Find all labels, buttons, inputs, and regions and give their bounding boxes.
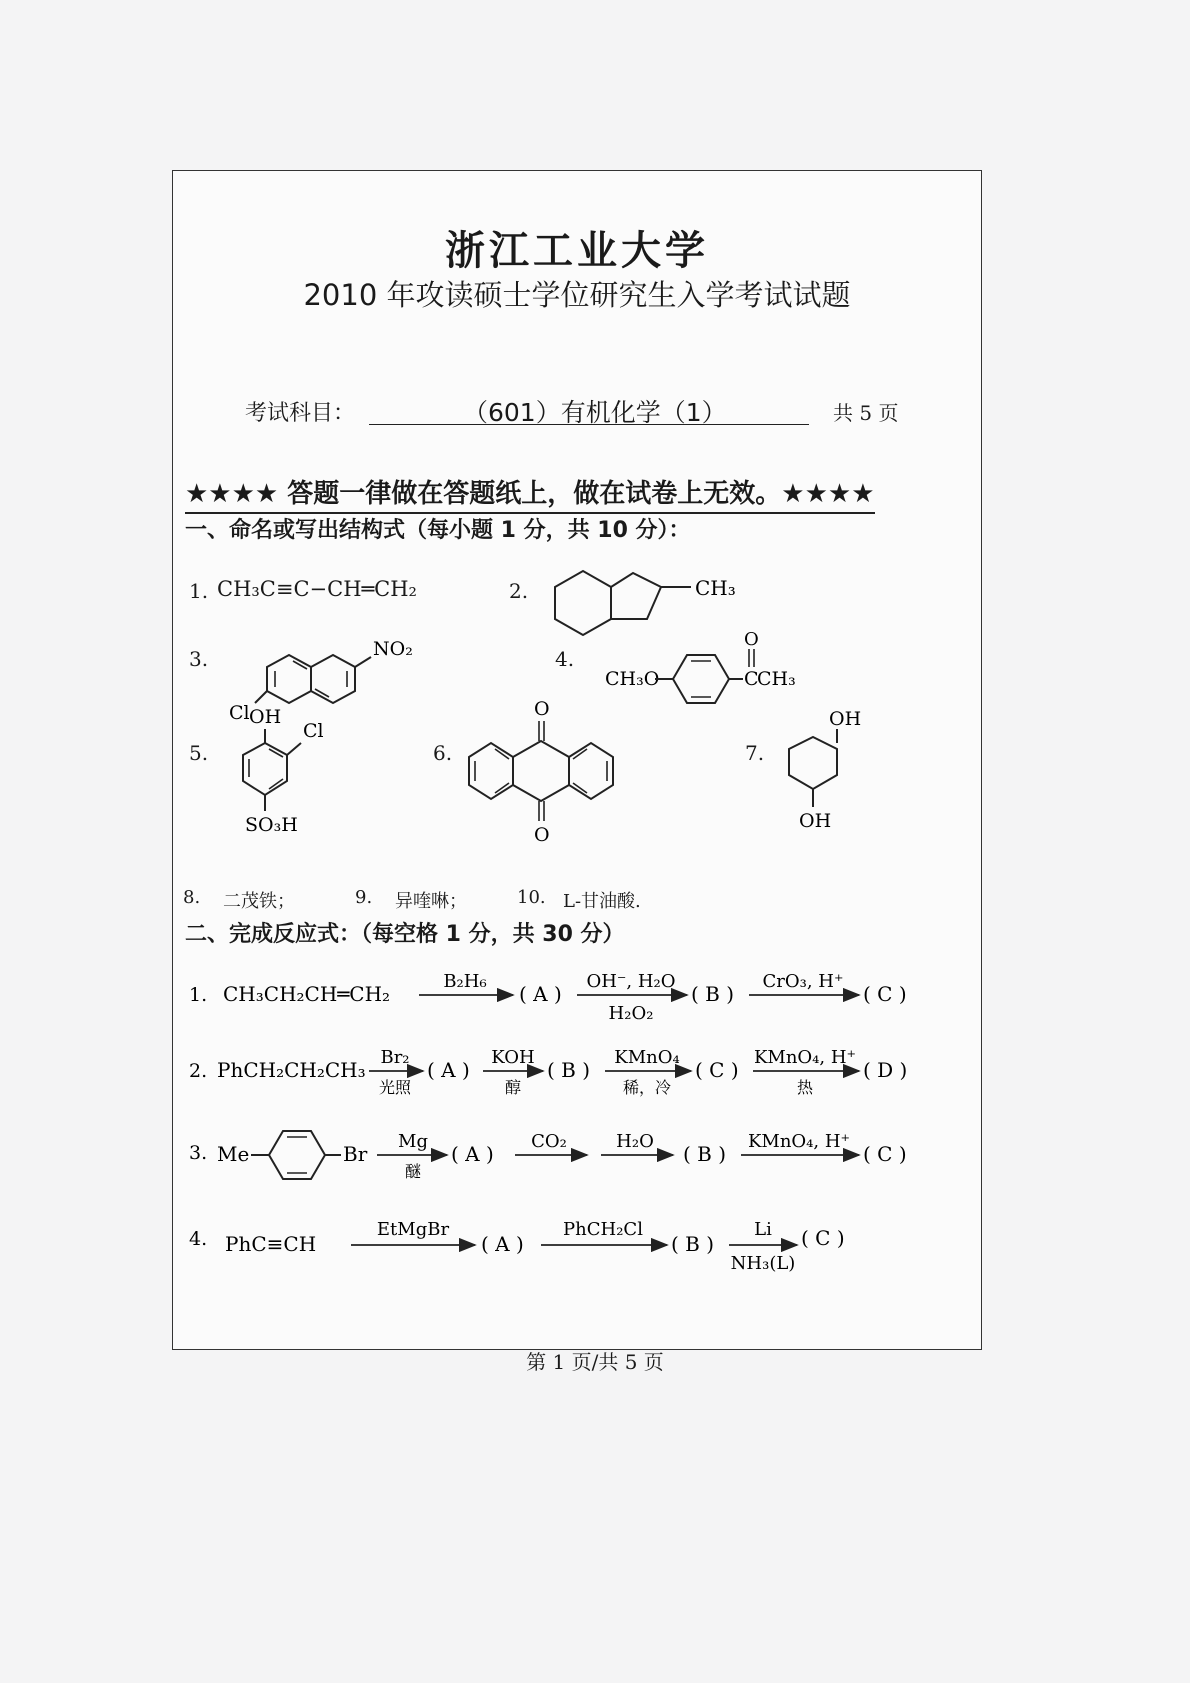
exam-sheet [172, 170, 982, 1350]
r1-reagent-1: B₂H₆ [443, 971, 487, 992]
r4-reagent-1: EtMgBr [376, 1219, 450, 1240]
reaction-1 [173, 961, 973, 1031]
section1-heading: 一、命名或写出结构式（每小题 1 分，共 10 分）： [185, 518, 691, 543]
r3-product-c: ( C ) [863, 1142, 907, 1166]
section2-heading: 二、完成反应式：（每空格 1 分，共 30 分） [185, 922, 625, 947]
r3-reagent-1-top: Mg [398, 1131, 428, 1152]
r3-reagent-4: KMnO₄, H⁺ [747, 1131, 851, 1152]
q10-number: 10. [517, 887, 546, 908]
q5-chloro: Cl [303, 720, 324, 742]
r3-reagent-3: H₂O [616, 1131, 654, 1152]
r4-reagent-3-top: Li [754, 1219, 772, 1240]
q6-oxygen-top: O [534, 698, 550, 720]
r4-number: 4. [189, 1228, 208, 1250]
r2-reagent-2-top: KOH [491, 1047, 535, 1068]
q5-number: 5. [189, 741, 209, 765]
q5-sulfonic: SO₃H [245, 814, 298, 836]
r2-number: 2. [189, 1060, 208, 1082]
subject-label: 考试科目： [245, 401, 356, 426]
r2-reagent-1-bottom: 光照 [378, 1078, 412, 1097]
university-title: 浙江工业大学 [445, 227, 709, 274]
q8-number: 8. [183, 887, 201, 908]
subject-value: （601）有机化学（1） [463, 398, 727, 427]
q7-number: 7. [745, 741, 765, 765]
q6-number: 6. [433, 741, 453, 765]
q9-text: 异喹啉； [395, 891, 467, 912]
q4-methyl: CH₃ [757, 668, 796, 690]
q4-carbonyl-c: C [744, 668, 759, 690]
r3-methyl: Me [217, 1142, 250, 1166]
page-footer: 第 1 页/共 5 页 [526, 1350, 664, 1374]
q2-number: 2. [509, 579, 529, 603]
q6-oxygen-bottom: O [534, 824, 550, 846]
r3-product-b: ( B ) [683, 1142, 727, 1166]
r1-reagent-2-bottom: H₂O₂ [608, 1003, 654, 1024]
r1-reagent-3: CrO₃, H⁺ [762, 971, 844, 992]
q10-text: L-甘油酸. [563, 891, 641, 912]
q3-number: 3. [189, 647, 209, 671]
r2-reagent-3-bottom: 稀，冷 [622, 1078, 672, 1097]
r1-product-a: ( A ) [519, 982, 562, 1006]
q5-hydroxy: OH [249, 706, 282, 728]
r2-product-d: ( D ) [863, 1058, 908, 1082]
q7-structure [783, 708, 903, 841]
q7-hydroxy-bottom: OH [799, 810, 832, 832]
r2-product-b: ( B ) [547, 1058, 591, 1082]
q1-number: 1. [189, 579, 209, 603]
reaction-4 [173, 1211, 973, 1291]
q5-structure [233, 703, 373, 853]
r2-reagent-4-bottom: 热 [796, 1078, 814, 1097]
reaction-2 [173, 1041, 973, 1111]
r3-reagent-2: CO₂ [531, 1131, 567, 1152]
total-pages: 共 5 页 [833, 401, 899, 425]
r2-product-c: ( C ) [695, 1058, 739, 1082]
q2-methyl: CH₃ [695, 576, 736, 600]
r4-reactant: PhC≡CH [225, 1232, 317, 1256]
q3-chloro: Cl [229, 702, 250, 724]
r4-reagent-2: PhCH₂Cl [563, 1219, 643, 1240]
reaction-3 [173, 1121, 973, 1201]
r4-reagent-3-bottom: NH₃(L) [730, 1253, 796, 1274]
r4-product-c: ( C ) [801, 1226, 845, 1250]
r2-reagent-4-top: KMnO₄, H⁺ [753, 1047, 857, 1068]
answer-notice: ★★★★ 答题一律做在答题纸上，做在试卷上无效。★★★★ [185, 473, 875, 514]
r3-reagent-1-bottom: 醚 [404, 1162, 422, 1181]
r2-reagent-3-top: KMnO₄ [614, 1047, 680, 1068]
r1-product-c: ( C ) [863, 982, 907, 1006]
q6-structure [469, 698, 659, 851]
q3-nitro: NO₂ [373, 638, 413, 660]
r3-number: 3. [189, 1142, 208, 1164]
r2-reagent-1-top: Br₂ [380, 1047, 410, 1068]
q8-text: 二茂铁； [223, 891, 295, 912]
exam-title: 2010 年攻读硕士学位研究生入学考试试题 [303, 278, 851, 312]
q4-oxygen: O [744, 629, 759, 650]
r1-reactant: CH₃CH₂CH═CH₂ [223, 982, 391, 1006]
r1-number: 1. [189, 984, 208, 1006]
r2-reactant: PhCH₂CH₂CH₃ [217, 1058, 366, 1082]
r2-product-a: ( A ) [427, 1058, 470, 1082]
q1-formula: CH₃C≡C−CH═CH₂ [217, 577, 417, 601]
r4-product-a: ( A ) [481, 1232, 524, 1256]
r1-product-b: ( B ) [691, 982, 735, 1006]
r3-product-a: ( A ) [451, 1142, 494, 1166]
r2-reagent-2-bottom: 醇 [504, 1078, 522, 1097]
r4-product-b: ( B ) [671, 1232, 715, 1256]
q9-number: 9. [355, 887, 373, 908]
r3-bromo: Br [343, 1142, 368, 1166]
q4-number: 4. [555, 647, 575, 671]
q4-methoxy: CH₃O [605, 668, 660, 690]
q7-hydroxy-top: OH [829, 708, 862, 730]
r1-reagent-2-top: OH⁻, H₂O [586, 971, 676, 992]
